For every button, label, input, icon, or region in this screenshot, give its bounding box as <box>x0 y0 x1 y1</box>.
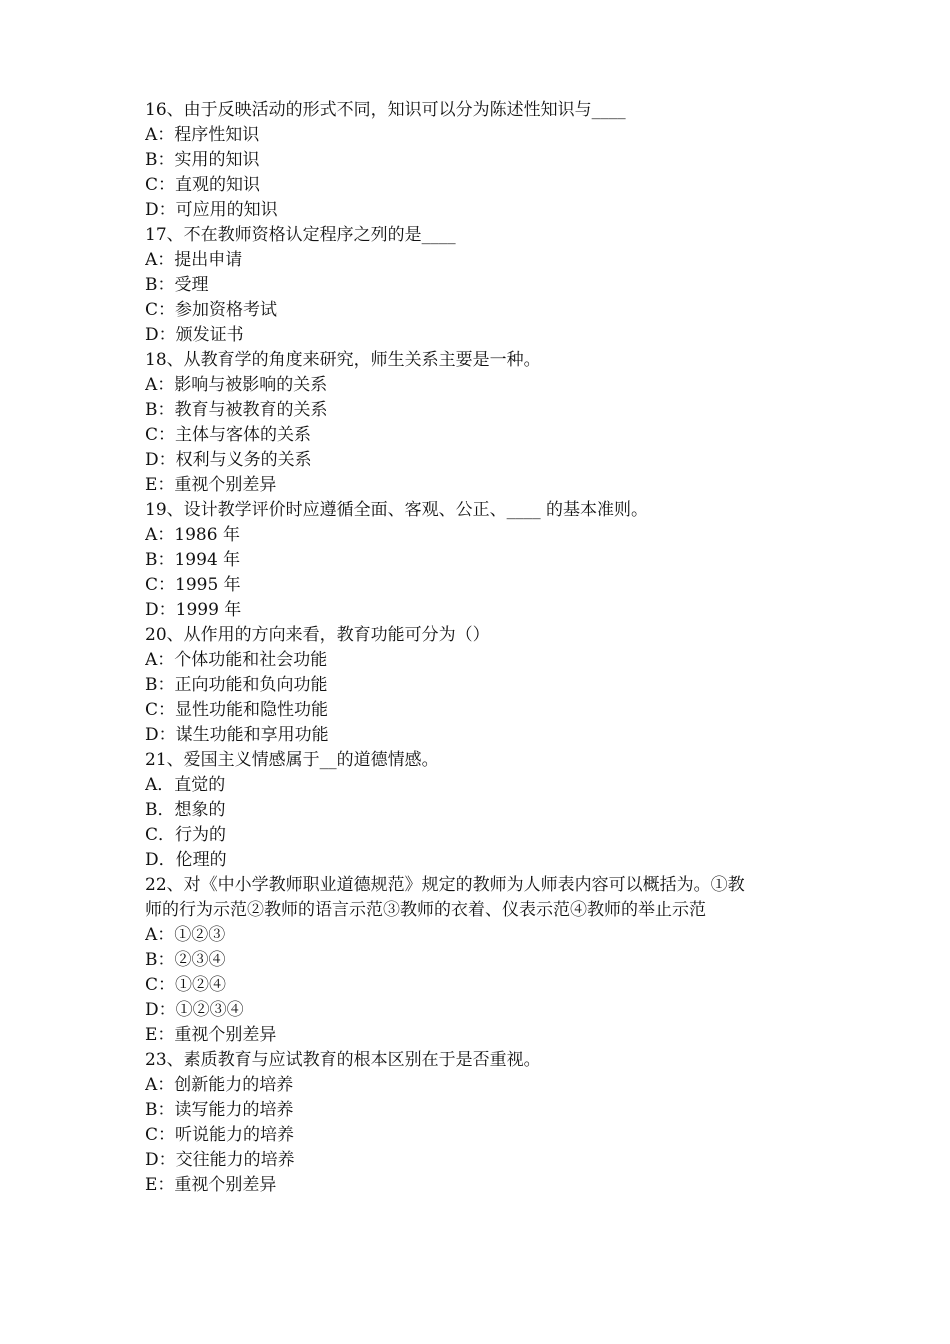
question-stem: 22、对《中小学教师职业道德规范》规定的教师为人师表内容可以概括为。①教 <box>145 875 745 895</box>
option-b: B：受理 <box>145 275 209 295</box>
option-b: B：实用的知识 <box>145 150 260 170</box>
question-stem: 18、从教育学的角度来研究，师生关系主要是一种。 <box>145 350 541 370</box>
option-d: D：颁发证书 <box>145 325 244 345</box>
option-c: C：听说能力的培养 <box>145 1125 295 1145</box>
option-d: D：①②③④ <box>145 1000 244 1020</box>
question-23 <box>145 1048 825 1198</box>
option-a: A：①②③ <box>145 925 226 945</box>
option-b: B：②③④ <box>145 950 226 970</box>
option-a: A：影响与被影响的关系 <box>145 375 328 395</box>
option-d: D．伦理的 <box>145 850 227 870</box>
question-list <box>145 98 825 1198</box>
option-e: E：重视个别差异 <box>145 1025 277 1045</box>
option-e: E：重视个别差异 <box>145 475 277 495</box>
question-stem: 23、素质教育与应试教育的根本区别在于是否重视。 <box>145 1050 541 1070</box>
option-d: D：交往能力的培养 <box>145 1150 295 1170</box>
question-stem-continued: 师的行为示范②教师的语言示范③教师的衣着、仪表示范④教师的举止示范 <box>145 900 706 920</box>
option-a: A：1986 年 <box>145 525 240 545</box>
option-c: C：①②④ <box>145 975 227 995</box>
question-17 <box>145 223 825 348</box>
option-c: C：1995 年 <box>145 575 241 595</box>
option-a: A．直觉的 <box>145 775 226 795</box>
option-c: C：直观的知识 <box>145 175 261 195</box>
option-e: E：重视个别差异 <box>145 1175 277 1195</box>
option-b: B：教育与被教育的关系 <box>145 400 328 420</box>
option-b: B．想象的 <box>145 800 226 820</box>
option-d: D：权利与义务的关系 <box>145 450 312 470</box>
option-c: C：参加资格考试 <box>145 300 278 320</box>
option-b: B：读写能力的培养 <box>145 1100 294 1120</box>
question-20 <box>145 623 825 748</box>
question-stem: 19、设计教学评价时应遵循全面、客观、公正、____ 的基本准则。 <box>145 500 649 520</box>
question-22 <box>145 873 825 1048</box>
option-d: D：可应用的知识 <box>145 200 278 220</box>
question-19 <box>145 498 825 623</box>
option-a: A：程序性知识 <box>145 125 260 145</box>
question-16 <box>145 98 825 223</box>
option-c: C：主体与客体的关系 <box>145 425 312 445</box>
question-stem: 16、由于反映活动的形式不同，知识可以分为陈述性知识与____ <box>145 100 626 120</box>
question-21 <box>145 748 825 873</box>
question-18 <box>145 348 825 498</box>
option-c: C．行为的 <box>145 825 227 845</box>
question-stem: 20、从作用的方向来看，教育功能可分为（） <box>145 625 490 645</box>
option-a: A：提出申请 <box>145 250 243 270</box>
option-d: D：谋生功能和享用功能 <box>145 725 329 745</box>
option-c: C：显性功能和隐性功能 <box>145 700 329 720</box>
question-stem: 21、爱国主义情感属于__的道德情感。 <box>145 750 439 770</box>
option-b: B：正向功能和负向功能 <box>145 675 328 695</box>
option-a: A：个体功能和社会功能 <box>145 650 328 670</box>
option-a: A：创新能力的培养 <box>145 1075 294 1095</box>
question-stem: 17、不在教师资格认定程序之列的是____ <box>145 225 456 245</box>
option-b: B：1994 年 <box>145 550 241 570</box>
option-d: D：1999 年 <box>145 600 242 620</box>
